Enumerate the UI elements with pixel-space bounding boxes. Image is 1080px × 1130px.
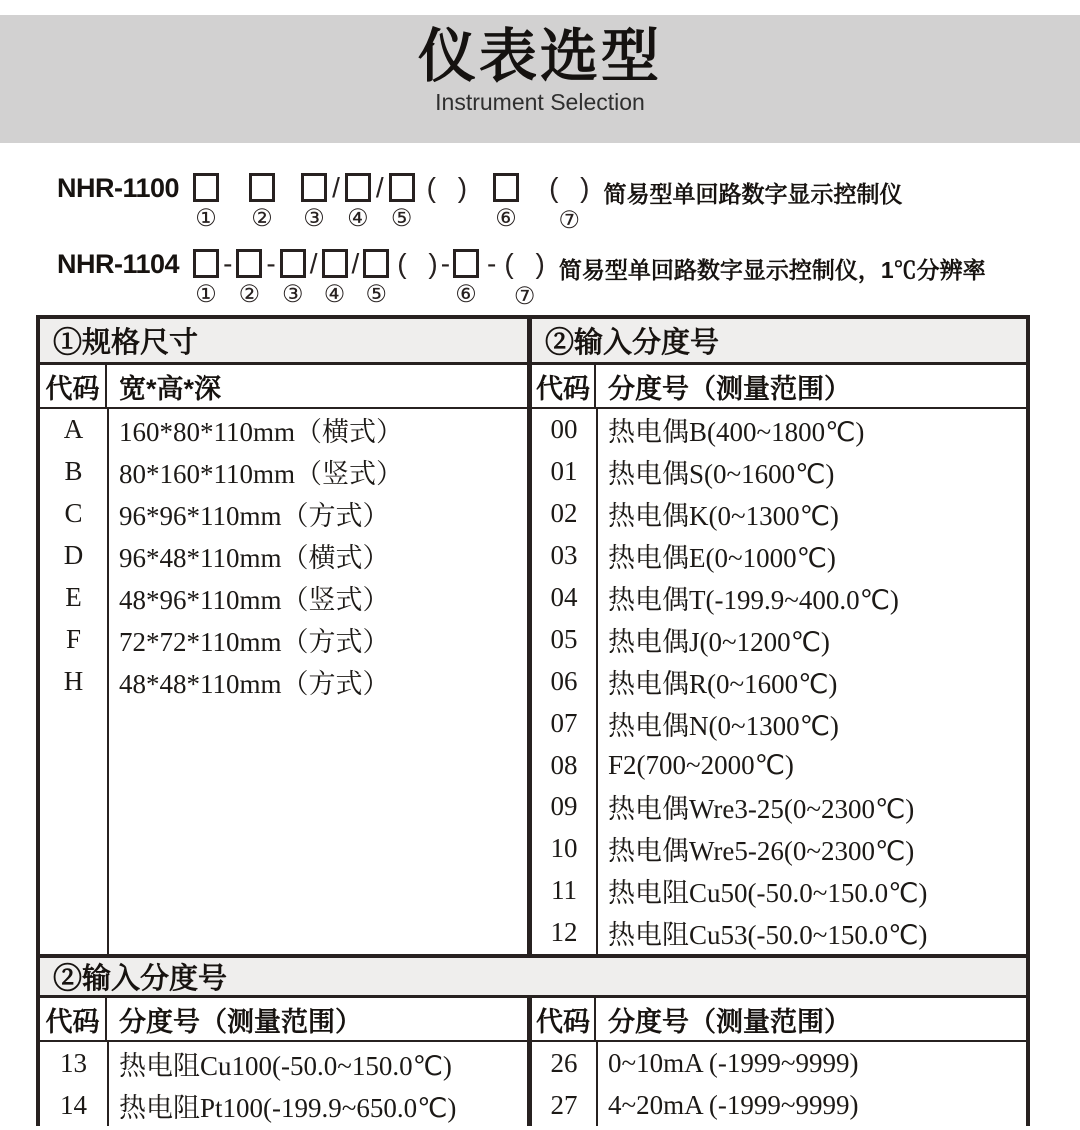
cell-code: 00 bbox=[550, 414, 578, 445]
cell-code: A bbox=[63, 414, 84, 445]
cell-desc: 96*96*110mm（方式） bbox=[119, 501, 390, 532]
page bbox=[0, 15, 1080, 1126]
table-row bbox=[532, 409, 1026, 451]
cell-code: 03 bbox=[550, 540, 578, 571]
table-row bbox=[532, 1084, 1026, 1126]
cell-code: B bbox=[64, 456, 83, 487]
code-box-slot bbox=[363, 247, 389, 308]
cell-desc: 160*80*110mm（横式） bbox=[119, 417, 404, 448]
section1-subheader-row bbox=[40, 365, 1026, 409]
cell-code: 13 bbox=[60, 1047, 87, 1078]
separator-symbol: / bbox=[375, 172, 384, 203]
cell-desc: 热电偶T(-199.9~400.0℃) bbox=[608, 585, 899, 615]
table-row bbox=[40, 577, 527, 619]
table-row bbox=[532, 660, 1026, 702]
separator-slot bbox=[549, 171, 589, 234]
code-box bbox=[493, 173, 519, 202]
column-divider bbox=[596, 1042, 598, 1126]
separator-symbol: ( ) bbox=[549, 172, 590, 203]
separator-slot bbox=[487, 247, 496, 310]
cell-desc: 96*48*110mm（横式） bbox=[119, 543, 390, 574]
separator-symbol: ( ) bbox=[397, 248, 438, 279]
spec-size-rows bbox=[40, 409, 527, 702]
subheader-right bbox=[532, 365, 1026, 407]
table-row bbox=[532, 577, 1026, 619]
code-box-slot bbox=[322, 247, 348, 308]
separator-symbol: / bbox=[332, 172, 340, 203]
circled-number: ④ bbox=[323, 282, 346, 308]
cell-desc: 热电阻Pt100(-199.9~650.0℃) bbox=[119, 1092, 457, 1123]
circled-number: ⑥ bbox=[455, 282, 477, 308]
cell-code: 14 bbox=[60, 1089, 87, 1120]
cell-code: 04 bbox=[550, 582, 578, 612]
separator-slot bbox=[310, 247, 318, 310]
separator-slot bbox=[376, 171, 384, 234]
table-row bbox=[532, 618, 1026, 660]
column-divider bbox=[107, 409, 109, 954]
cell-code: 08 bbox=[550, 749, 578, 780]
section2-right-rows bbox=[532, 1042, 1026, 1126]
circled-number: ⑤ bbox=[365, 282, 388, 308]
circled-number: ⑥ bbox=[495, 206, 517, 232]
code-box-slot bbox=[236, 247, 262, 308]
separator-slot bbox=[266, 247, 275, 310]
cell-desc: 热电偶E(0~1000℃) bbox=[608, 543, 836, 574]
section2-right-column bbox=[532, 1042, 1026, 1126]
column-header-code: 代码 bbox=[532, 998, 596, 1040]
cell-code: H bbox=[63, 665, 84, 696]
separator-symbol: - bbox=[487, 248, 497, 279]
title-band bbox=[0, 15, 1080, 143]
cell-desc: 4~20mA (-1999~9999) bbox=[608, 1089, 859, 1120]
code-box bbox=[249, 173, 275, 202]
cell-code: 12 bbox=[550, 917, 578, 948]
code-box-slot bbox=[280, 247, 306, 308]
cell-desc: 80*160*110mm（竖式） bbox=[119, 459, 404, 490]
column-header-desc: 分度号（测量范围） bbox=[608, 1006, 851, 1037]
circled-number: ③ bbox=[303, 206, 325, 232]
cell-code: 06 bbox=[550, 665, 578, 696]
code-box bbox=[363, 249, 389, 278]
separator-symbol: - bbox=[440, 248, 451, 279]
column-divider bbox=[107, 1042, 109, 1126]
cell-desc: 热电偶J(0~1200℃) bbox=[608, 626, 830, 657]
code-box-slot bbox=[345, 171, 371, 232]
circled-number: ③ bbox=[281, 282, 304, 308]
code-box bbox=[322, 249, 348, 278]
cell-code: 11 bbox=[551, 875, 577, 906]
separator-symbol: / bbox=[309, 248, 318, 279]
circled-number: ⑦ bbox=[513, 284, 536, 310]
cell-code: 26 bbox=[550, 1047, 578, 1078]
cell-code: F bbox=[65, 623, 82, 654]
table-row bbox=[40, 493, 527, 535]
cell-desc: 0~10mA (-1999~9999) bbox=[608, 1047, 859, 1078]
separator-slot bbox=[397, 247, 437, 310]
cell-code: 01 bbox=[550, 456, 578, 487]
subheader-left bbox=[40, 365, 527, 407]
cell-code: 09 bbox=[550, 791, 578, 822]
code-box-slot bbox=[193, 247, 219, 308]
cell-code: 10 bbox=[550, 833, 578, 864]
code-box-slot bbox=[301, 171, 327, 232]
page-subtitle: Instrument Selection bbox=[435, 89, 645, 115]
cell-desc: 热电偶Wre3-25(0~2300℃) bbox=[608, 794, 915, 825]
cell-desc: 热电偶N(0~1300℃) bbox=[608, 710, 839, 741]
circled-number: ⑦ bbox=[558, 208, 581, 234]
circled-number: ② bbox=[251, 206, 273, 232]
separator-slot bbox=[427, 171, 467, 234]
spec-size-column bbox=[40, 409, 527, 954]
code-box bbox=[389, 173, 415, 202]
subheader-right bbox=[532, 998, 1026, 1040]
code-box-slot bbox=[493, 171, 519, 232]
section2-left-rows bbox=[40, 1042, 527, 1126]
spec-size-header: ①规格尺寸 bbox=[53, 327, 199, 359]
table-row bbox=[40, 618, 527, 660]
cell-desc: 72*72*110mm（方式） bbox=[119, 626, 390, 657]
cell-code: 07 bbox=[550, 707, 578, 738]
separator-symbol: / bbox=[351, 248, 360, 279]
model-number: NHR-1100 bbox=[57, 173, 180, 203]
table-row bbox=[40, 535, 527, 577]
table-row bbox=[532, 702, 1026, 744]
table-row bbox=[40, 660, 527, 702]
separator-slot bbox=[352, 247, 360, 310]
page-title: 仪表选型 bbox=[417, 24, 662, 89]
section1-body bbox=[40, 409, 1026, 954]
column-header-desc: 分度号（测量范围） bbox=[119, 1006, 362, 1037]
section2-subheader-row bbox=[40, 998, 1026, 1042]
code-box bbox=[301, 173, 327, 202]
separator-symbol: - bbox=[266, 248, 276, 279]
cell-desc: 48*48*110mm（方式） bbox=[119, 668, 390, 699]
cell-desc: 热电偶S(0~1600℃) bbox=[608, 459, 835, 490]
section2-body bbox=[40, 1042, 1026, 1126]
cell-desc: 热电阻Cu100(-50.0~150.0℃) bbox=[119, 1050, 452, 1081]
table-row bbox=[40, 1084, 527, 1126]
column-divider bbox=[596, 409, 598, 954]
input-index-column bbox=[532, 409, 1026, 954]
code-box bbox=[236, 249, 262, 278]
circled-number: ② bbox=[238, 282, 261, 308]
circled-number: ⑤ bbox=[390, 206, 413, 232]
column-header-desc: 分度号（测量范围） bbox=[608, 373, 851, 404]
table-row bbox=[532, 828, 1026, 870]
cell-desc: 48*96*110mm（竖式） bbox=[119, 585, 390, 615]
table-row bbox=[532, 451, 1026, 493]
code-box-slot bbox=[453, 247, 479, 308]
separator-slot bbox=[504, 247, 544, 310]
selection-table bbox=[36, 315, 1030, 1126]
model-description: 简易型单回路数字显示控制仪，1℃分辨率 bbox=[558, 257, 986, 283]
model-code-section bbox=[57, 171, 1080, 310]
table-row bbox=[532, 493, 1026, 535]
code-box-slot bbox=[389, 171, 415, 232]
code-box-slot bbox=[193, 171, 219, 232]
cell-desc: 热电偶R(0~1600℃) bbox=[608, 668, 838, 699]
model-line-nhr1104 bbox=[57, 247, 1080, 310]
separator-symbol: ( ) bbox=[504, 248, 545, 279]
code-box-slot bbox=[249, 171, 275, 232]
ordering-code-diagram bbox=[191, 171, 589, 234]
cell-code: E bbox=[65, 582, 82, 612]
cell-desc: 热电偶Wre5-26(0~2300℃) bbox=[608, 836, 915, 867]
cell-desc: F2(700~2000℃) bbox=[608, 749, 794, 780]
column-header-code: 代码 bbox=[532, 365, 596, 407]
table-row bbox=[532, 912, 1026, 954]
section2-left-column bbox=[40, 1042, 527, 1126]
table-row bbox=[532, 744, 1026, 786]
cell-desc: 热电偶B(400~1800℃) bbox=[608, 417, 865, 448]
input-index-rows bbox=[532, 409, 1026, 954]
column-header-code: 代码 bbox=[40, 365, 107, 407]
column-header-desc: 宽*高*深 bbox=[119, 373, 222, 404]
cell-desc: 热电阻Cu53(-50.0~150.0℃) bbox=[608, 920, 928, 951]
table-row bbox=[40, 451, 527, 493]
table-row bbox=[532, 535, 1026, 577]
column-header-code: 代码 bbox=[40, 998, 107, 1040]
circled-number: ① bbox=[195, 282, 217, 308]
table-row bbox=[40, 1042, 527, 1084]
input-index-header: ②输入分度号 bbox=[545, 327, 720, 359]
table-row bbox=[532, 1042, 1026, 1084]
separator-slot bbox=[223, 247, 232, 310]
ordering-code-diagram bbox=[191, 247, 545, 310]
model-description: 简易型单回路数字显示控制仪 bbox=[603, 181, 903, 207]
cell-desc: 热电偶K(0~1300℃) bbox=[608, 501, 839, 532]
separator-slot bbox=[441, 247, 450, 310]
table-row bbox=[532, 870, 1026, 912]
cell-code: D bbox=[63, 540, 84, 571]
cell-code: 27 bbox=[550, 1089, 578, 1120]
code-box bbox=[280, 249, 306, 278]
code-box bbox=[345, 173, 371, 202]
cell-code: 02 bbox=[550, 498, 578, 529]
model-number: NHR-1104 bbox=[57, 249, 180, 279]
separator-symbol: - bbox=[223, 248, 233, 279]
section1-header-row bbox=[40, 319, 1026, 365]
code-box bbox=[193, 249, 219, 278]
circled-number: ① bbox=[195, 206, 217, 232]
cell-code: C bbox=[64, 498, 83, 529]
code-box bbox=[453, 249, 479, 278]
separator-symbol: ( ) bbox=[426, 172, 468, 203]
circled-number: ④ bbox=[347, 206, 369, 232]
cell-code: 05 bbox=[550, 623, 578, 654]
model-line-nhr1100 bbox=[57, 171, 1080, 234]
table-row bbox=[532, 786, 1026, 828]
table-row bbox=[40, 409, 527, 451]
cell-desc: 热电阻Cu50(-50.0~150.0℃) bbox=[608, 878, 928, 909]
separator-slot bbox=[332, 171, 340, 234]
section2-header: ②输入分度号 bbox=[40, 954, 1026, 998]
code-box bbox=[193, 173, 219, 202]
subheader-left bbox=[40, 998, 527, 1040]
